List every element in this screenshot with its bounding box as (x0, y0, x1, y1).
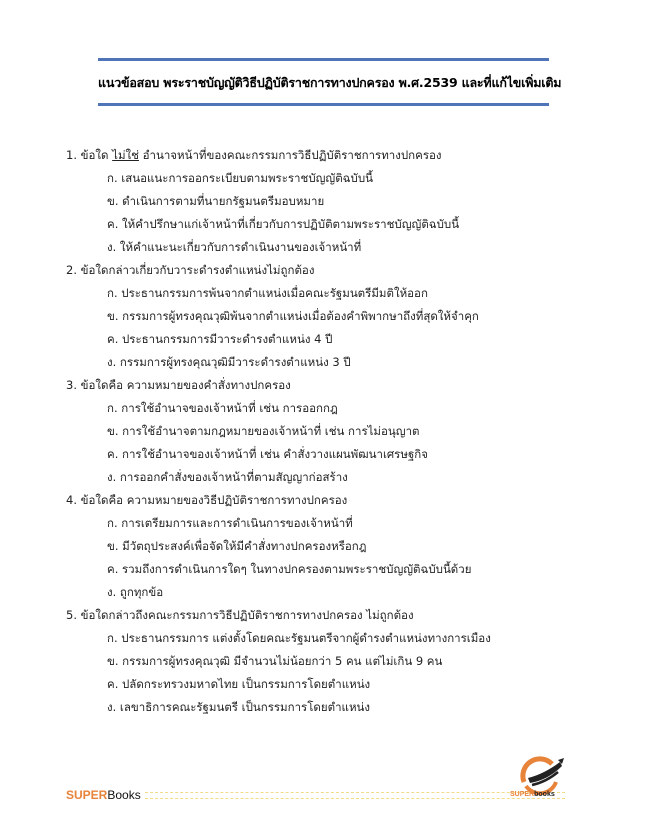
footer-dashed-rule (145, 792, 565, 799)
question-number: 1. (66, 148, 77, 162)
question-2 (66, 260, 626, 283)
question-1 (66, 145, 626, 168)
page-title: แนวข้อสอบ พระราชบัญญัติวิธีปฏิบัติราชการทางปกครอง พ.ศ.2539 และที่แก้ไขเพิ่มเติม (98, 75, 562, 90)
footer-brand-books: Books (107, 788, 141, 802)
question-number: 3. (66, 378, 77, 392)
question-3-option-c: ค. การใช้อำนาจของเจ้าหน้าที่ เช่น คำสั่งวางแผนพัฒนาเศรษฐกิจ (107, 447, 428, 461)
question-number: 5. (66, 608, 77, 622)
question-text: ข้อใดกล่าวถึงคณะกรรมการวิธีปฏิบัติราชการทางปกครอง ไม่ถูกต้อง (80, 608, 414, 622)
question-text: ข้อใดกล่าวเกี่ยวกับวาระดำรงตำแหน่งไม่ถูกต้อง (80, 263, 315, 277)
logo-wordmark (510, 791, 555, 798)
question-2-option-c: ค. ประธานกรรมการมีวาระดำรงตำแหน่ง 4 ปี (107, 332, 333, 346)
question-text: ข้อใดคือ ความหมายของวิธีปฏิบัติราชการทางปกครอง (80, 493, 348, 507)
question-2-option-a: ก. ประธานกรรมการพ้นจากตำแหน่งเมื่อคณะรัฐมนตรีมีมติให้ออก (107, 286, 428, 300)
question-1-option-a: ก. เสนอแนะการออกระเบียบตามพระราชบัญญัติฉบับนี้ (107, 171, 373, 185)
question-text: ข้อใดคือ ความหมายของคำสั่งทางปกครอง (80, 378, 291, 392)
question-5-option-a: ก. ประธานกรรมการ แต่งตั้งโดยคณะรัฐมนตรีจากผู้ดำรงตำแหน่งทางการเมือง (107, 631, 491, 645)
logo-super: SUPER (510, 791, 535, 798)
question-3-option-a: ก. การใช้อำนาจของเจ้าหน้าที่ เช่น การออกกฎ (107, 401, 338, 415)
question-3 (66, 375, 626, 398)
question-4-option-d: ง. ถูกทุกข้อ (107, 585, 164, 599)
question-4 (66, 490, 626, 513)
question-emphasis: ไม่ใช่ (112, 148, 139, 162)
question-5-option-c: ค. ปลัดกระทรวงมหาดไทย เป็นกรรมการโดยตำแหน่ง (107, 677, 371, 691)
question-number: 2. (66, 263, 77, 277)
question-5-option-b: ข. กรรมการผู้ทรงคุณวุฒิ มีจำนวนไม่น้อยกว่า 5 คน แต่ไม่เกิน 9 คน (107, 654, 443, 668)
question-4-option-b: ข. มีวัตถุประสงค์เพื่อจัดให้มีคำสั่งทางปกครองหรือกฎ (107, 539, 367, 553)
question-5-option-d: ง. เลขาธิการคณะรัฐมนตรี เป็นกรรมการโดยตำแหน่ง (107, 700, 371, 714)
question-number: 4. (66, 493, 77, 507)
footer-brand-super: SUPER (66, 788, 108, 802)
question-2-option-d: ง. กรรมการผู้ทรงคุณวุฒิมีวาระดำรงตำแหน่ง 3 ปี (107, 355, 351, 369)
question-2-option-b: ข. กรรมการผู้ทรงคุณวุฒิพ้นจากตำแหน่งเมื่อต้องคำพิพากษาถึงที่สุดให้จำคุก (107, 309, 479, 323)
header-bottom-rule (98, 103, 549, 106)
header-top-rule (98, 58, 549, 61)
question-4-option-a: ก. การเตรียมการและการดำเนินการของเจ้าหน้าที่ (107, 516, 353, 530)
question-1-option-c: ค. ให้คำปรึกษาแก่เจ้าหน้าที่เกี่ยวกับการปฏิบัติตามพระราชบัญญัติฉบับนี้ (107, 217, 460, 231)
question-prefix: ข้อใด (80, 148, 109, 162)
question-3-option-b: ข. การใช้อำนาจตามกฎหมายของเจ้าหน้าที่ เช่น การไม่อนุญาต (107, 424, 420, 438)
question-list (66, 145, 626, 720)
logo-books: books (534, 791, 555, 798)
question-5 (66, 605, 626, 628)
question-1-option-b: ข. ดำเนินการตามที่นายกรัฐมนตรีมอบหมาย (107, 194, 325, 208)
question-3-option-d: ง. การออกคำสั่งของเจ้าหน้าที่ตามสัญญาก่อสร้าง (107, 470, 348, 484)
question-1-option-d: ง. ให้คำแนะนะเกี่ยวกับการดำเนินงานของเจ้าหน้าที่ (107, 240, 362, 254)
page-footer (66, 788, 565, 802)
question-text: อำนาจหน้าที่ของคณะกรรมการวิธีปฏิบัติราชการทางปกครอง (142, 148, 442, 162)
question-4-option-c: ค. รวมถึงการดำเนินการใดๆ ในทางปกครองตามพระราชบัญญัติฉบับนี้ด้วย (107, 562, 472, 576)
